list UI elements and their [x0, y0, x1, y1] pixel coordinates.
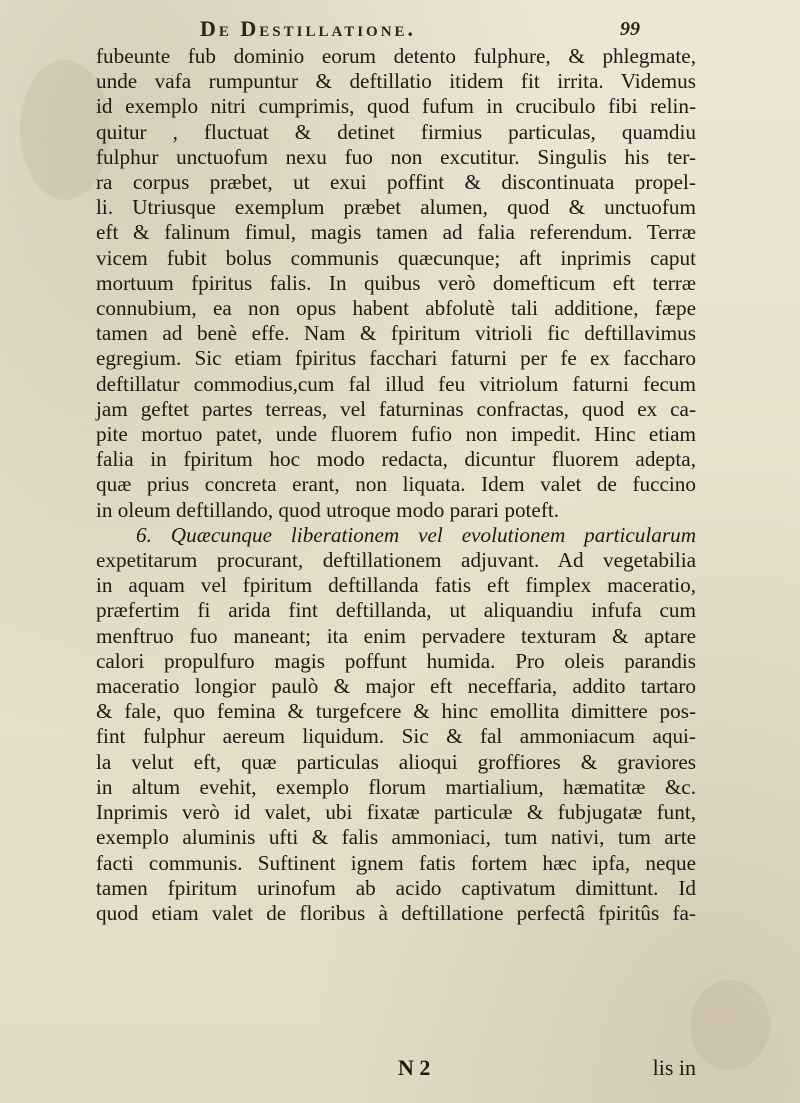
- text-line: li. Utriusque exemplum præbet alumen, quod & unctuofum: [96, 195, 696, 220]
- page-footer: [96, 1055, 696, 1085]
- paper-stain: [690, 980, 770, 1070]
- text-line: egregium. Sic etiam fpiritus facchari faturni per fe ex faccharo: [96, 346, 696, 371]
- text-line: quod etiam valet de floribus à deftillatione perfectâ fpiritûs fa-: [96, 900, 696, 925]
- text-line: & fale, quo femina & turgefcere & hinc emollita dimittere pos-: [96, 699, 696, 724]
- page-header: [200, 16, 700, 46]
- text-line: la velut eft, quæ particulas alioqui groffiores & graviores: [96, 749, 696, 774]
- text-line: fulphur unctuofum nexu fuo non excutitur. Singulis his ter-: [96, 144, 696, 169]
- section-heading-line: 6. Quæcunque liberationem vel evolutionem particularum: [136, 522, 696, 547]
- text-line: in aquam vel fpiritum deftillanda fatis eft fimplex maceratio,: [96, 573, 696, 598]
- text-line: expetitarum procurant, deftillationem adjuvant. Ad vegetabilia: [96, 548, 696, 573]
- text-line: id exemplo nitri cumprimis, quod fufum in crucibulo fibi relin-: [96, 94, 696, 119]
- text-line: jam geftet partes terreas, vel faturninas confractas, quod ex ca-: [96, 396, 696, 421]
- body-text: [96, 44, 696, 926]
- text-line: præfertim fi arida fint deftillanda, ut aliquandiu infufa cum: [96, 598, 696, 623]
- text-line: menftruo fuo maneant; ita enim pervadere texturam & aptare: [96, 623, 696, 648]
- text-line: falia in fpiritum hoc modo redacta, dicuntur fluorem adepta,: [96, 447, 696, 472]
- text-line: vicem fubit bolus communis quæcunque; aft inprimis caput: [96, 245, 696, 270]
- text-line: unde vafa rumpuntur & deftillatio itidem fit irrita. Videmus: [96, 69, 696, 94]
- text-line: quæ prius concreta erant, non liquata. Idem valet de fuccino: [96, 472, 696, 497]
- text-line: pite mortuo patet, unde fluorem fufio non impedit. Hinc etiam: [96, 422, 696, 447]
- signature-mark: N 2: [398, 1055, 431, 1080]
- text-line: fint fulphur aereum liquidum. Sic & fal ammoniacum aqui-: [96, 724, 696, 749]
- text-line: eft & falinum fimul, magis tamen ad falia referendum. Terræ: [96, 220, 696, 245]
- catchword: lis in: [652, 1055, 696, 1080]
- text-line: calori propulfuro magis poffunt humida. Pro oleis parandis: [96, 648, 696, 673]
- text-line: connubium, ea non opus habent abfolutè tali additione, fæpe: [96, 296, 696, 321]
- text-line: tamen fpiritum urinofum ab acido captivatum dimittunt. Id: [96, 875, 696, 900]
- text-line: Inprimis verò id valet, ubi fixatæ particulæ & fubjugatæ funt,: [96, 800, 696, 825]
- text-line: ra corpus præbet, ut exui poffint & discontinuata propel-: [96, 170, 696, 195]
- text-line: exemplo aluminis ufti & falis ammoniaci, tum nativi, tum arte: [96, 825, 696, 850]
- text-line: quitur , fluctuat & detinet firmius particulas, quamdiu: [96, 119, 696, 144]
- running-head: De Destillatione.: [200, 16, 417, 41]
- text-line: in oleum deftillando, quod utroque modo parari poteft.: [96, 497, 560, 522]
- page-number: 99: [620, 18, 640, 40]
- text-line: deftillatur commodius,cum fal illud feu vitriolum faturni fecum: [96, 371, 696, 396]
- text-line: fubeunte fub dominio eorum detento fulphure, & phlegmate,: [96, 44, 696, 68]
- text-line: facti communis. Suftinent ignem fatis fortem hæc ipfa, neque: [96, 850, 696, 875]
- text-line: maceratio longior paulò & major eft neceffaria, addito tartaro: [96, 674, 696, 699]
- text-line: in altum evehit, exemplo florum martialium, hæmatitæ &c.: [96, 774, 696, 799]
- text-line: mortuum fpiritus falis. In quibus verò domefticum eft terræ: [96, 270, 696, 295]
- text-line: tamen ad benè effe. Nam & fpiritum vitrioli fic deftillavimus: [96, 321, 696, 346]
